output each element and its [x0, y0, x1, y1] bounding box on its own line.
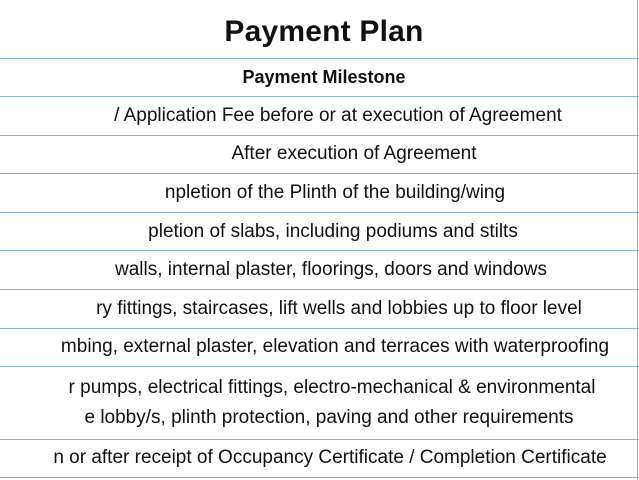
table-row [0, 289, 639, 328]
table-row [0, 250, 639, 289]
milestone-text: npletion of the Plinth of the building/wing [164, 181, 506, 203]
table-row [0, 439, 639, 478]
milestone-text: mbing, external plaster, elevation and terraces with waterproofing [60, 336, 610, 358]
table-row [0, 212, 639, 251]
column-header-payment-milestone: Payment Milestone [0, 58, 639, 96]
table-row [0, 173, 639, 212]
table-row [0, 96, 639, 135]
payment-plan-table [0, 6, 639, 478]
milestone-text: / Application Fee before or at execution of Agreement [114, 104, 562, 126]
milestone-text-line1: r pumps, electrical fittings, electro-mechanical & environmental [68, 377, 596, 399]
table-row [0, 366, 639, 439]
milestone-text: walls, internal plaster, floorings, doors and windows [115, 259, 547, 281]
table-right-border [637, 0, 638, 480]
milestone-text: pletion of slabs, including podiums and stilts [148, 220, 518, 242]
milestone-text: n or after receipt of Occupancy Certificate / Completion Certificate [53, 447, 607, 469]
table-row [0, 328, 639, 367]
table-row [0, 135, 639, 174]
milestone-text: ry fittings, staircases, lift wells and lobbies up to floor level [96, 297, 582, 319]
milestone-text: After execution of Agreement [231, 143, 477, 165]
table-title: Payment Plan [224, 15, 424, 48]
milestone-text-line2: e lobby/s, plinth protection, paving and other requirements [84, 407, 574, 429]
